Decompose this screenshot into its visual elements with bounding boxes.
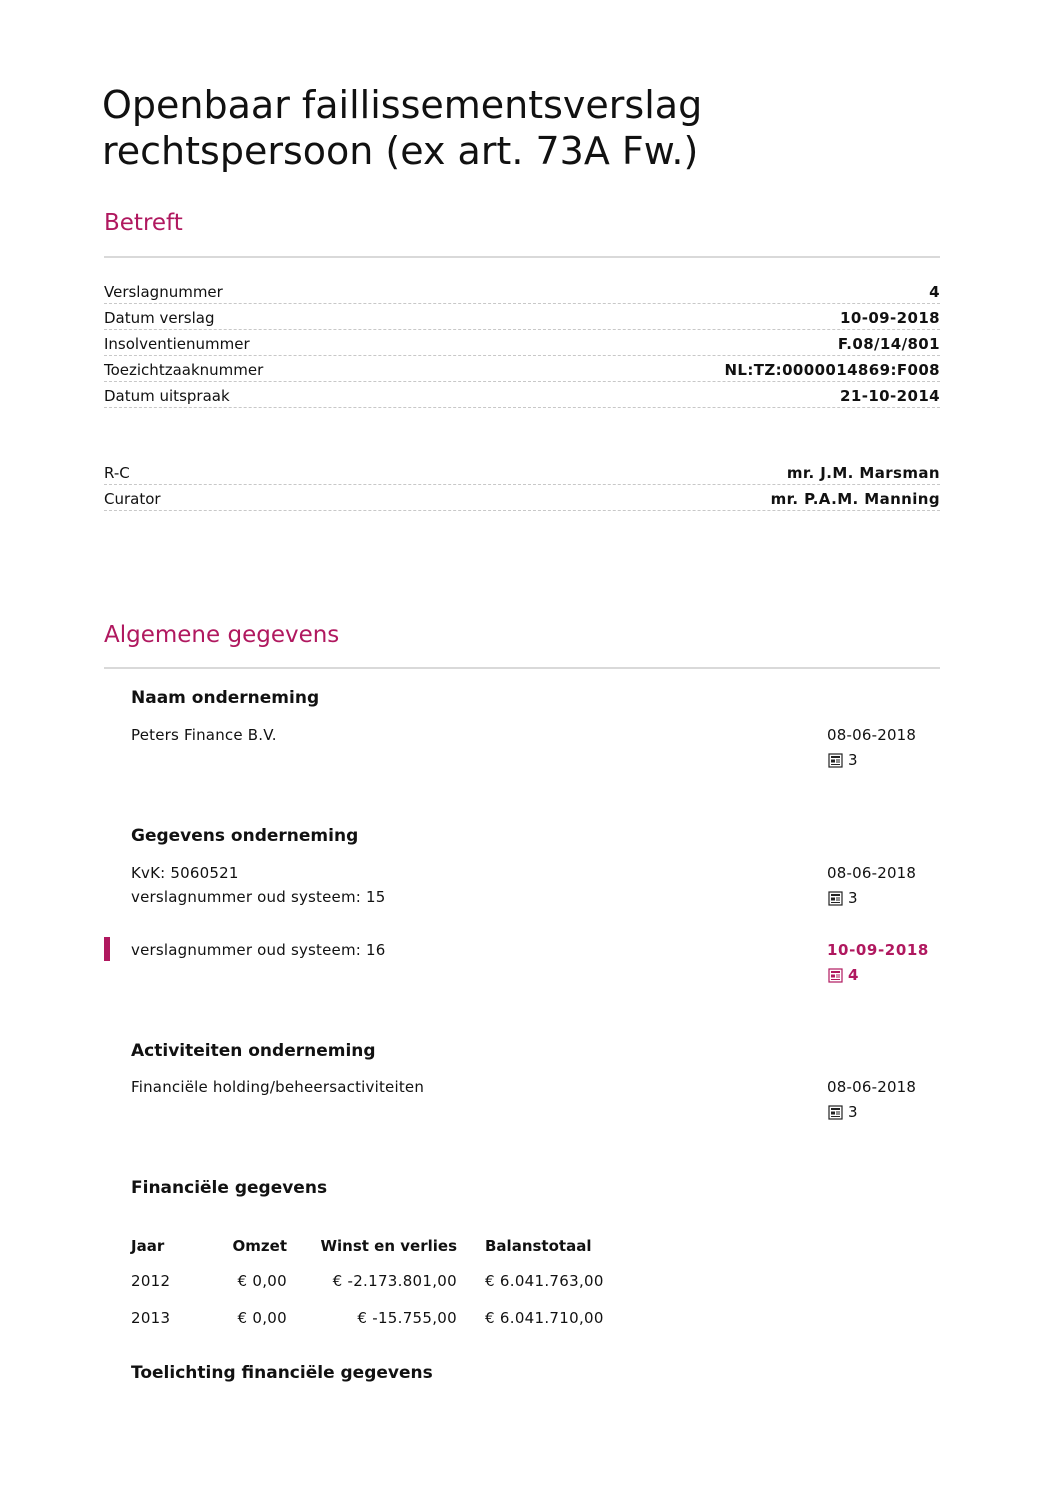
case-details-table [104,278,940,408]
detail-row-toezichtzaaknummer [104,356,940,382]
subheading-toelichting-financiele-gegevens: Toelichting financiële gegevens [131,1363,433,1383]
column-header-balanstotaal: Balanstotaal [485,1237,592,1255]
section-divider [104,667,940,669]
subheading-gegevens-onderneming: Gegevens onderneming [131,826,359,846]
section-divider [104,256,940,258]
table-header-row [131,1230,625,1262]
detail-label: Toezichtzaaknummer [104,361,264,379]
entry-text [131,861,386,909]
entry-line: KvK: 5060521 [131,864,239,882]
people-table [104,459,940,511]
subheading-activiteiten-onderneming: Activiteiten onderneming [131,1041,376,1061]
cell-jaar: 2012 [131,1271,171,1290]
cell-balanstotaal: € 6.041.710,00 [485,1308,604,1327]
detail-row-insolventienummer [104,330,940,356]
report-reference[interactable] [828,751,858,769]
column-header-winst-en-verlies: Winst en verlies [320,1237,457,1255]
subheading-financiele-gegevens: Financiële gegevens [131,1178,328,1198]
detail-row-datum-verslag [104,304,940,330]
report-reference[interactable] [828,1103,858,1121]
entry-text: Peters Finance B.V. [131,726,277,744]
entry-text: Financiële holding/beheersactiviteiten [131,1078,425,1096]
financial-table [131,1230,625,1336]
report-reference[interactable] [828,889,858,907]
entry-text: verslagnummer oud systeem: 16 [131,941,386,959]
detail-value: mr. P.A.M. Manning [770,490,940,508]
change-marker [104,937,110,961]
document-title [102,82,942,174]
detail-value: F.08/14/801 [837,335,940,353]
detail-value: NL:TZ:0000014869:F008 [724,361,940,379]
detail-row-verslagnummer [104,278,940,304]
document-icon [828,1105,843,1120]
subheading-naam-onderneming: Naam onderneming [131,688,320,708]
detail-label: Datum verslag [104,309,215,327]
detail-label: Insolventienummer [104,335,250,353]
detail-value: 4 [929,283,940,301]
detail-label: R-C [104,464,130,482]
detail-value: 10-09-2018 [840,309,940,327]
detail-value: 21-10-2014 [840,387,940,405]
document-icon [828,753,843,768]
detail-label: Curator [104,490,161,508]
detail-row-rc [104,459,940,485]
detail-row-curator [104,485,940,511]
column-header-jaar: Jaar [131,1237,165,1255]
entry-date: 08-06-2018 [827,864,917,882]
report-reference-number: 3 [848,889,858,907]
title-line-1: Openbaar faillissementsverslag [102,83,703,127]
cell-omzet: € 0,00 [237,1271,287,1290]
entry-date-updated: 10-09-2018 [827,941,929,959]
detail-label: Datum uitspraak [104,387,230,405]
table-row [131,1299,625,1336]
cell-balanstotaal: € 6.041.763,00 [485,1271,604,1290]
detail-label: Verslagnummer [104,283,223,301]
column-header-omzet: Omzet [232,1237,287,1255]
entry-line: verslagnummer oud systeem: 15 [131,888,386,906]
report-reference-number: 4 [848,966,859,984]
entry-date: 08-06-2018 [827,1078,917,1096]
document-icon [828,968,843,983]
detail-row-datum-uitspraak [104,382,940,408]
report-reference[interactable] [828,966,858,984]
section-heading-algemene-gegevens: Algemene gegevens [104,622,340,648]
report-reference-number: 3 [848,1103,858,1121]
report-reference-number: 3 [848,751,858,769]
detail-value: mr. J.M. Marsman [786,464,940,482]
cell-winst-en-verlies: € -15.755,00 [357,1308,457,1327]
entry-date: 08-06-2018 [827,726,917,744]
table-row [131,1262,625,1299]
cell-winst-en-verlies: € -2.173.801,00 [332,1271,457,1290]
document-icon [828,891,843,906]
section-heading-betreft: Betreft [104,210,183,236]
title-line-2: rechtspersoon (ex art. 73A Fw.) [102,129,699,173]
cell-omzet: € 0,00 [237,1308,287,1327]
cell-jaar: 2013 [131,1308,171,1327]
